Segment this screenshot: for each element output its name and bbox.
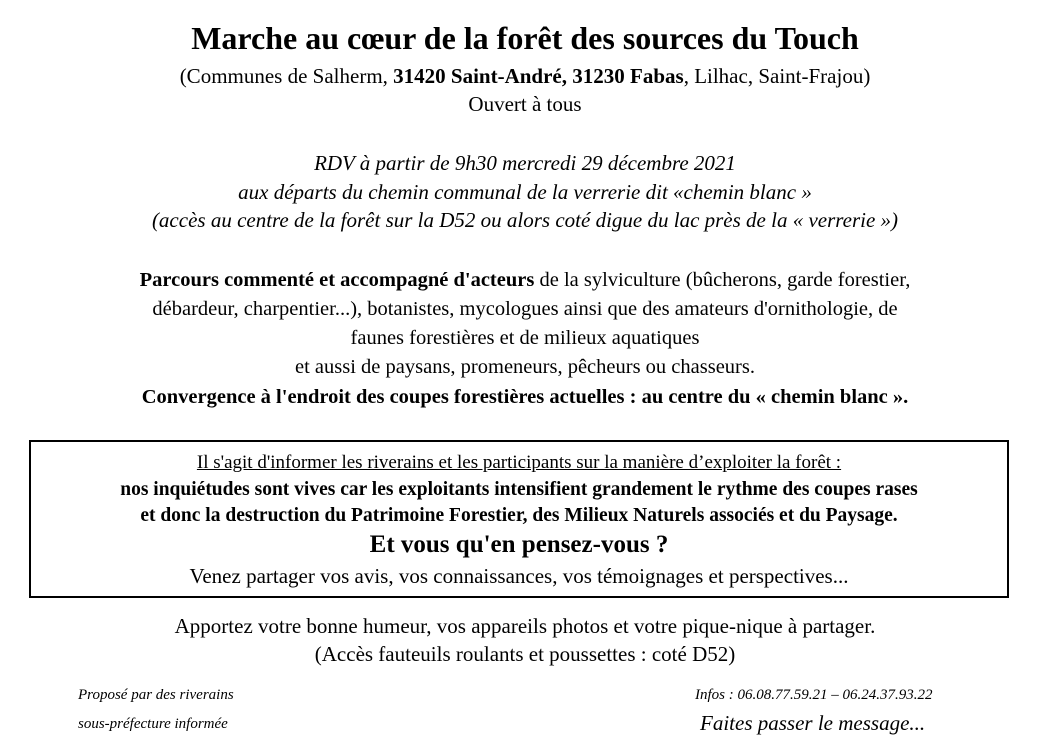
info-box — [29, 440, 1009, 598]
parcours-bold: Parcours commenté et accompagné d'acteurs — [139, 269, 535, 291]
footer-infos: Infos : 06.08.77.59.21 – 06.24.37.93.22 — [695, 687, 933, 703]
rdv-access: (accès au centre de la forêt sur la D52 ou alors coté digue du lac près de la « verrerie ») — [151, 208, 899, 232]
footer-pass-on: Faites passer le message... — [700, 711, 926, 735]
convergence: Convergence à l'endroit des coupes forestières actuelles : au centre du « chemin blanc ». — [141, 386, 909, 408]
footer-proposed: Proposé par des riverains — [78, 687, 234, 703]
page-title: Marche au cœur de la forêt des sources du Touch — [191, 20, 859, 56]
communes-suffix: , Lilhac, Saint-Frajou) — [683, 64, 871, 88]
box-concern-1: nos inquiétudes sont vives car les exploitants intensifient grandement le rythme des coupes rases — [120, 479, 918, 500]
communes-line — [0, 63, 1050, 89]
bring-line-2: (Accès fauteuils roulants et poussettes : coté D52) — [314, 642, 736, 666]
rdv-departure: aux départs du chemin communal de la verrerie dit «chemin blanc » — [238, 180, 812, 204]
parcours-line-4: et aussi de paysans, promeneurs, pêcheurs ou chasseurs. — [295, 356, 755, 378]
rdv-date: RDV à partir de 9h30 mercredi 29 décembre 2021 — [314, 151, 736, 175]
parcours-rest: de la sylviculture (bûcherons, garde forestier, — [534, 269, 911, 291]
parcours-line-2: débardeur, charpentier...), botanistes, mycologues ainsi que des amateurs d'ornithologie, de — [152, 298, 898, 320]
parcours-line-1 — [0, 267, 1050, 293]
open-to-all: Ouvert à tous — [468, 92, 582, 116]
box-intro: Il s'agit d'informer les riverains et les participants sur la manière d’exploiter la forêt : — [196, 452, 842, 473]
communes-prefix: (Communes de Salherm, — [179, 64, 394, 88]
parcours-line-3: faunes forestières et de milieux aquatiques — [350, 327, 700, 349]
communes-bold: 31420 Saint-André, 31230 Fabas — [393, 64, 684, 88]
footer-prefecture: sous-préfecture informée — [78, 716, 228, 732]
bring-line-1: Apportez votre bonne humeur, vos appareils photos et votre pique-nique à partager. — [174, 614, 876, 638]
box-concern-2: et donc la destruction du Patrimoine Forestier, des Milieux Naturels associés et du Paysage. — [140, 505, 898, 526]
box-invite: Venez partager vos avis, vos connaissances, vos témoignages et perspectives... — [189, 564, 849, 588]
box-question: Et vous qu'en pensez-vous ? — [369, 531, 669, 558]
